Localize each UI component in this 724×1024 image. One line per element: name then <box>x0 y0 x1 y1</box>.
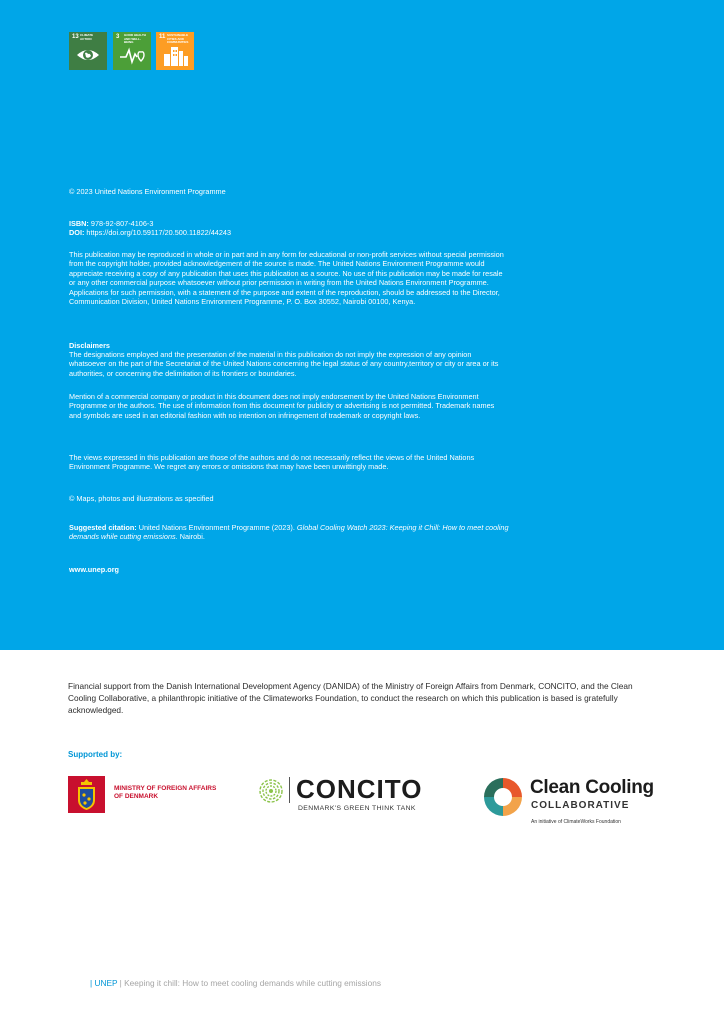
supported-by-heading: Supported by: <box>68 750 123 759</box>
clean-cooling-collaborative: COLLABORATIVE <box>531 800 630 811</box>
concito-wordmark: CONCITO <box>296 774 423 804</box>
eye-globe-icon <box>76 44 100 66</box>
danish-ministry-logo <box>68 776 228 814</box>
doi-line <box>69 228 509 237</box>
citation-title: Global Cooling Watch 2023: Keeping it Chill: How to meet cooling demands while cutting emissions. <box>69 523 509 542</box>
sdg-number: 13 <box>72 34 79 40</box>
sdg-label: CLIMATE ACTION <box>80 33 94 41</box>
sdg-number: 3 <box>116 34 120 40</box>
sdg-11-badge <box>156 32 194 70</box>
heartbeat-icon <box>120 44 146 66</box>
suggested-citation <box>69 523 509 542</box>
reproduction-notice: This publication may be reproduced in whole or in part and in any form for educational or non-profit services without special permission from the copyright holder, provided acknowledgement of the source is made. The United Nations Environment Programme would appreciate receiving a copy of any publication that uses this publication as a source. No use of this publication may be made for resale or any other commercial purpose whatsoever without prior permission in writing from the United Nations Environment Programme. Applications for such permission, with a statement of the purpose and extent of the reproduction, should be addressed to the Director, Communication Division, United Nations Environment Programme, P. O. Box 30552, Nairobi 00100, Kenya. <box>69 250 504 307</box>
clean-cooling-emblem-icon <box>482 776 524 818</box>
website-link[interactable]: www.unep.org <box>69 565 119 574</box>
financial-support-text: Financial support from the Danish International Development Agency (DANIDA) of the Ministry of Foreign Affairs from Denmark, CONCITO, and the Clean Cooling Collaborative, a philanthropic initiative of the Climateworks Foundation, to conduct the research on which this publication is based is gratefully acknowledged. <box>68 681 633 715</box>
citation-place: Nairobi. <box>177 532 205 542</box>
footer-unep: | UNEP <box>90 978 118 988</box>
sdg-13-badge <box>69 32 107 70</box>
isbn-value: 978-92-807-4106-3 <box>88 219 154 228</box>
disclaimer-endorsement: Mention of a commercial company or product in this document does not imply endorsement by the United Nations Environment Programme or the authors. The use of information from this document for publicity or advertising is not permitted. Trademark names and symbols are used in an editorial fashion with no intention on infringement of trademark or copyright laws. <box>69 392 495 420</box>
concito-tagline: DENMARK'S GREEN THINK TANK <box>298 805 416 812</box>
sdg-label: GOOD HEALTH AND WELL-BEING <box>124 33 146 44</box>
maps-credit: © Maps, photos and illustrations as specified <box>69 494 214 503</box>
danish-ministry-name-line2: OF DENMARK <box>114 793 159 800</box>
sdg-3-badge <box>113 32 151 70</box>
sdg-label: SUSTAINABLE CITIES AND COMMUNITIES <box>167 33 189 44</box>
citation-label: Suggested citation: <box>69 523 137 532</box>
footer-title: | Keeping it chill: How to meet cooling demands while cutting emissions <box>117 978 382 988</box>
clean-cooling-tagline: An initiative of ClimateWorks Foundation <box>531 819 621 825</box>
city-icon <box>163 44 189 66</box>
copyright: © 2023 United Nations Environment Programme <box>69 187 226 196</box>
isbn-label: ISBN: <box>69 219 89 228</box>
concito-logo <box>258 775 448 817</box>
disclaimer-designations: The designations employed and the presentation of the material in this publication do not imply the expression of any opinion whatsoever on the part of the Secretariat of the United Nations concerning the legal status of any country,territory or city or area or its authorities, or concerning the delimitation of its frontiers or boundaries. <box>69 350 499 378</box>
clean-cooling-logo <box>482 776 662 826</box>
doi-label: DOI: <box>69 228 85 237</box>
sdg-number: 11 <box>159 34 166 40</box>
disclaimer-views: The views expressed in this publication are those of the authors and do not necessarily reflect the views of the United Nations Environment Programme. We regret any errors or omissions that may have been unwittingly made. <box>69 453 475 472</box>
clean-cooling-name: Clean Cooling <box>530 777 654 798</box>
danish-ministry-name-line1: MINISTRY OF FOREIGN AFFAIRS <box>114 785 217 792</box>
danish-crest-icon <box>68 776 105 813</box>
isbn-line <box>69 219 509 228</box>
page-footer <box>90 978 381 988</box>
disclaimers-heading <box>69 341 509 350</box>
disclaimers-heading-text: Disclaimers <box>69 341 110 350</box>
citation-author: United Nations Environment Programme (2023). <box>136 523 297 532</box>
concito-divider <box>289 777 290 803</box>
doi-value[interactable]: https://doi.org/10.59117/20.500.11822/44243 <box>84 228 232 237</box>
website-line <box>69 565 509 574</box>
fingerprint-icon <box>258 778 284 804</box>
